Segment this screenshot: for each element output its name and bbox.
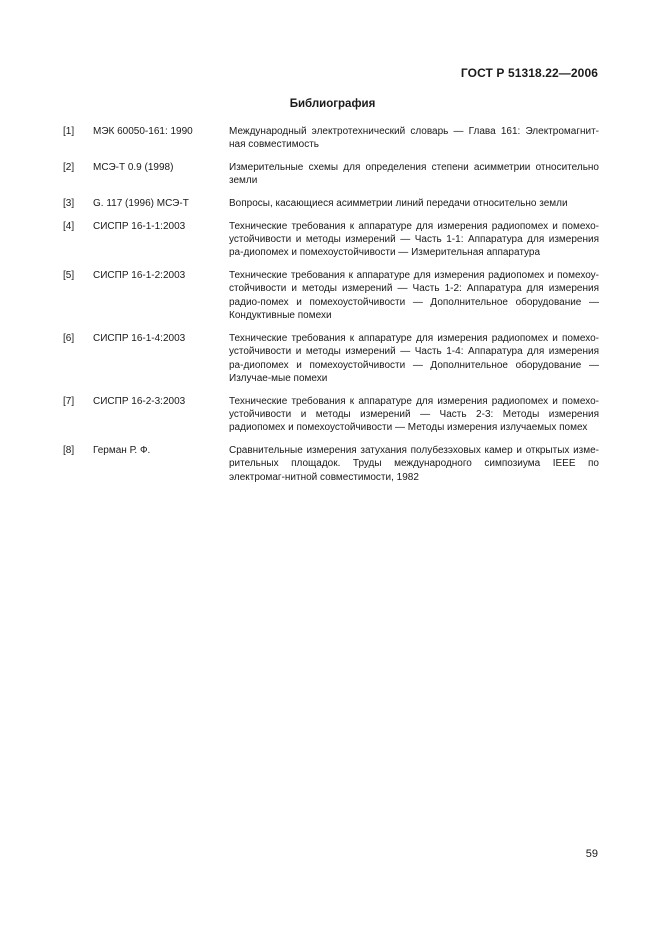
reference-number: [4] (63, 220, 75, 232)
bibliography-item (63, 125, 599, 152)
reference-title: Сравнительные измерения затухания полубезэховых камер и открытых изме-рительных площадок. Труды международного симпозиума IEEE по электромаг-нитной совместимости, 1982 (229, 445, 599, 483)
reference-title: Международный электротехнический словарь — Глава 161: Электромагнит-ная совместимость (229, 126, 599, 151)
reference-number: [8] (63, 445, 75, 457)
reference-number: [5] (63, 270, 75, 281)
reference-title: Технические требования к аппаратуре для измерения радиопомех и помехоу-стойчивости и методы измерений — Часть 1-2: Аппаратура для измерения радио-помех и помехоустойчивости — Дополнительное оборудование — Кондуктивные помехи (229, 270, 599, 322)
document-code-header: ГОСТ Р 51318.22—2006 (460, 66, 598, 80)
bibliography-item (63, 395, 599, 435)
reference-code: СИСПР 16-2-3:2003 (93, 395, 186, 407)
reference-title: Технические требования к аппаратуре для измерения радиопомех и помехо-устойчивости и методы измерений — Часть 1-1: Аппаратура для измерения ра-диопомех и помехоустойчивости — Измерительная аппаратура (229, 220, 599, 259)
reference-code: СИСПР 16-1-1:2003 (93, 220, 186, 232)
reference-number: [2] (63, 162, 75, 173)
reference-code: СИСПР 16-1-2:2003 (93, 270, 186, 281)
reference-title: Технические требования к аппаратуре для измерения радиопомех и помехо-устойчивости и методы измерений — Часть 1-4: Аппаратура для измерения ра-диопомех и помехоустойчивости — Дополнительное оборудование — Излучае-мые помехи (229, 332, 599, 385)
reference-number: [6] (63, 332, 75, 344)
reference-title: Измерительные схемы для определения степени асимметрии относительно земли (229, 162, 599, 187)
reference-code: Герман Р. Ф. (93, 445, 151, 457)
reference-code: СИСПР 16-1-4:2003 (93, 332, 186, 344)
reference-code: МЭК 60050-161: 1990 (93, 126, 193, 137)
bibliography-item (63, 161, 599, 188)
reference-code: МСЭ-Т 0.9 (1998) (93, 162, 174, 173)
bibliography-title: Библиография (289, 98, 376, 110)
reference-title: Технические требования к аппаратуре для измерения радиопомех и помехо-устойчивости и методы измерений — Часть 2-3: Методы измерения радиопомех и помехоустойчивости — Методы измерения излучаемых помех (229, 395, 599, 434)
reference-title: Вопросы, касающиеся асимметрии линий передачи относительно земли (229, 198, 568, 209)
bibliography-item (63, 444, 599, 484)
page-number: 59 (585, 848, 598, 860)
reference-number: [1] (63, 126, 75, 137)
bibliography-list (63, 125, 599, 493)
reference-number: [3] (63, 198, 75, 209)
bibliography-item (63, 332, 599, 386)
bibliography-item (63, 220, 599, 260)
bibliography-item (63, 197, 599, 210)
reference-code: G. 117 (1996) МСЭ-Т (93, 198, 189, 209)
bibliography-item (63, 269, 599, 323)
reference-number: [7] (63, 395, 75, 407)
